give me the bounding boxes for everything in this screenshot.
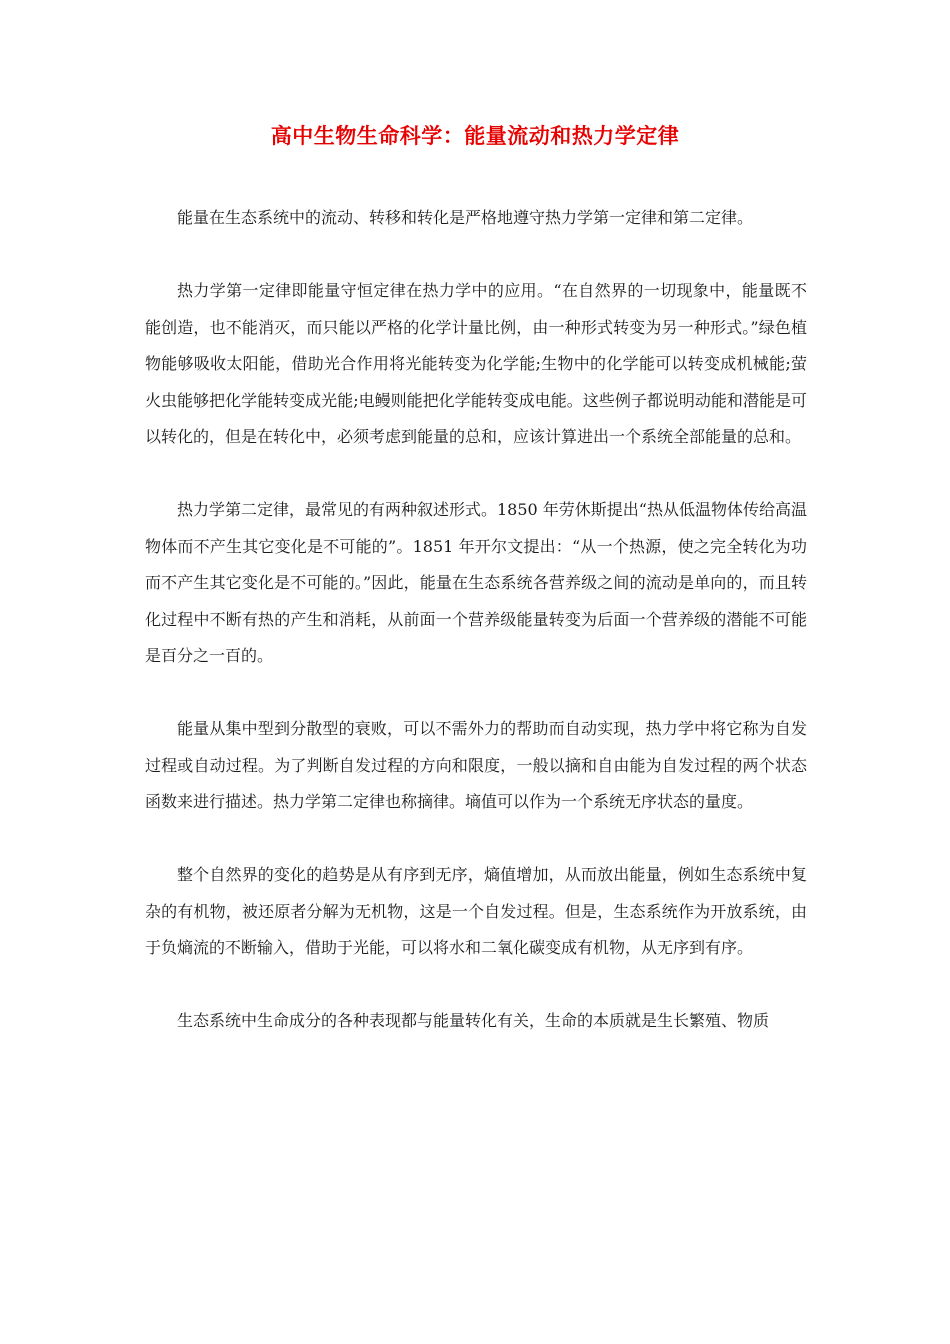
paragraph-5: 整个自然界的变化的趋势是从有序到无序，熵值增加，从而放出能量，例如生态系统中复杂的有机物，被还原者分解为无机物，这是一个自发过程。但是，生态系统作为开放系统，由于负熵流的不断输入，借助于光能，可以将水和二氧化碳变成有机物，从无序到有序。 bbox=[145, 865, 807, 957]
document-body bbox=[145, 200, 807, 1076]
paragraph-4: 能量从集中型到分散型的衰败，可以不需外力的帮助而自动实现，热力学中将它称为自发过程或自动过程。为了判断自发过程的方向和限度，一般以摘和自由能为自发过程的两个状态函数来进行描述。热力学第二定律也称摘律。墒值可以作为一个系统无序状态的量度。 bbox=[145, 719, 807, 811]
paragraph-6: 生态系统中生命成分的各种表现都与能量转化有关，生命的本质就是生长繁殖、物质 bbox=[177, 1011, 770, 1030]
paragraph-1: 能量在生态系统中的流动、转移和转化是严格地遵守热力学第一定律和第二定律。 bbox=[177, 208, 754, 227]
paragraph-3: 热力学第二定律，最常见的有两种叙述形式。1850 年劳休斯提出“热从低温物体传给高温物体而不产生其它变化是不可能的”。1851 年开尔文提出：“从一个热源，使之完全转化为功而不产生其它变化是不可能的。”因此，能量在生态系统各营养级之间的流动是单向的，而且转化过程中不断有热的产生和消耗，从前面一个营养级能量转变为后面一个营养级的潜能不可能是百分之一百的。 bbox=[145, 500, 807, 665]
document-title: 高中生物生命科学：能量流动和热力学定律 bbox=[270, 124, 680, 148]
paragraph-2: 热力学第一定律即能量守恒定律在热力学中的应用。“在自然界的一切现象中，能量既不能创造，也不能消灭，而只能以严格的化学计量比例，由一种形式转变为另一种形式。”绿色植物能够吸收太阳能，借助光合作用将光能转变为化学能;生物中的化学能可以转变成机械能;萤火虫能够把化学能转变成光能;电鳗则能把化学能转变成电能。这些例子都说明动能和潜能是可以转化的，但是在转化中，必须考虑到能量的总和，应该计算进出一个系统全部能量的总和。 bbox=[145, 281, 807, 446]
